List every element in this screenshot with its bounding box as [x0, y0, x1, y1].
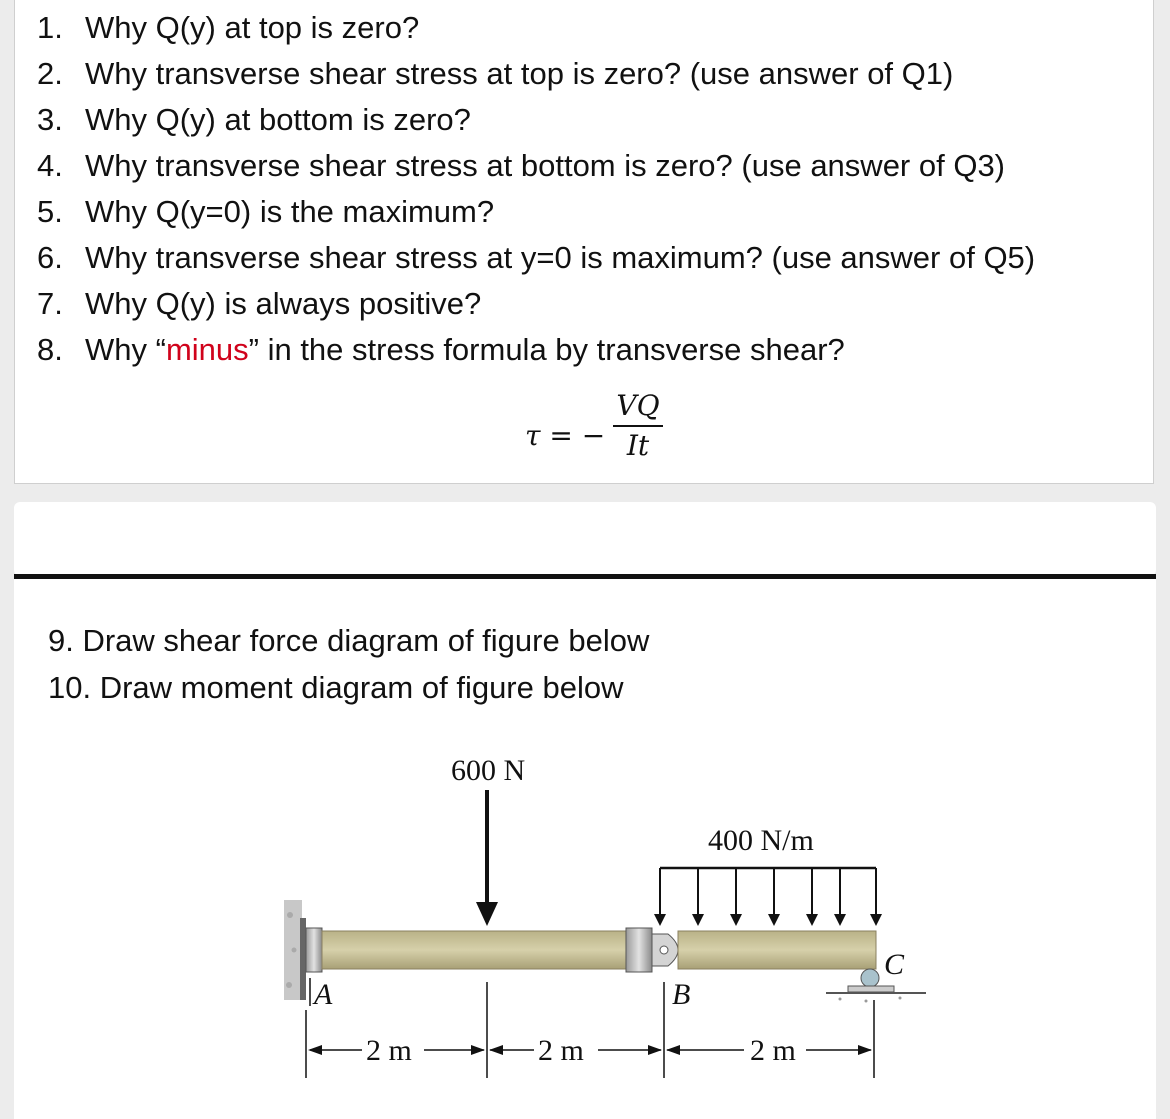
formula-denominator: It: [626, 429, 650, 462]
beam-segment-bc: [678, 931, 876, 969]
question-item: 2. Why transverse shear stress at top is zero? (use answer of Q1): [37, 56, 954, 91]
support-c-label: C: [884, 948, 905, 981]
support-a-label: A: [314, 978, 333, 1011]
question-item: 3. Why Q(y) at bottom is zero?: [37, 102, 471, 137]
question-item: 5. Why Q(y=0) is the maximum?: [37, 194, 495, 229]
dim-label-3: 2 m: [750, 1034, 796, 1067]
roller-support-c: [826, 969, 926, 1003]
point-load-label: 600 N: [451, 754, 526, 787]
hinge-b-label: B: [672, 978, 691, 1011]
hinge-b: [626, 928, 678, 972]
distributed-load: [654, 868, 882, 926]
distributed-load-label: 400 N/m: [708, 824, 814, 857]
question-item: 7. Why Q(y) is always positive?: [37, 286, 482, 321]
minus-highlight: minus: [165, 332, 249, 367]
question-item: 1. Why Q(y) at top is zero?: [37, 10, 420, 45]
beam-segment-ab: [322, 931, 628, 969]
question-item: 6. Why transverse shear stress at y=0 is maximum? (use answer of Q5): [37, 240, 1036, 275]
point-load-arrow: [476, 790, 498, 926]
task-item: 10. Draw moment diagram of figure below: [48, 670, 624, 705]
formula-lhs: τ = −: [525, 419, 606, 452]
dim-label-2: 2 m: [538, 1034, 584, 1067]
dim-label-1: 2 m: [366, 1034, 412, 1067]
question-item: 8. Why “minus” in the stress formula by transverse shear?: [37, 332, 845, 367]
task-item: 9. Draw shear force diagram of figure below: [48, 623, 650, 658]
formula-numerator: VQ: [616, 389, 660, 422]
question-item: 4. Why transverse shear stress at bottom is zero? (use answer of Q3): [37, 148, 1006, 183]
